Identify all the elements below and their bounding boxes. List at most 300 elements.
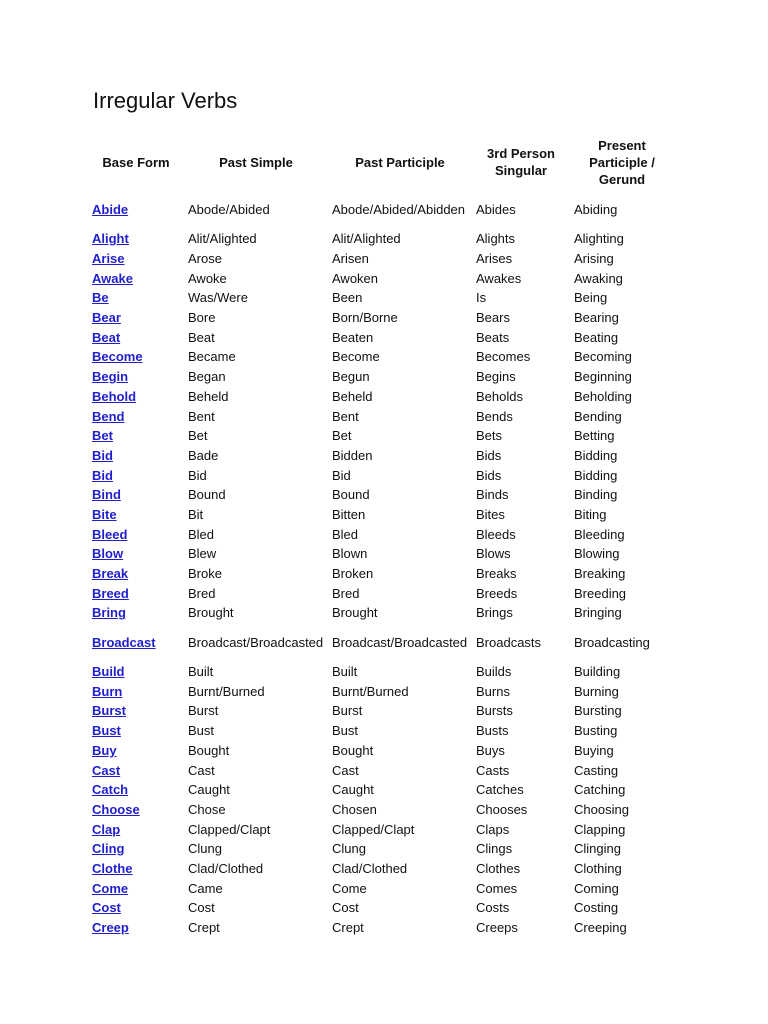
cell-text: Bought [188, 742, 230, 758]
cell-text: Busts [476, 723, 509, 739]
cell-text: Clothing [574, 860, 622, 876]
verb-link[interactable]: Bid [92, 447, 113, 463]
cell-text: Breaking [574, 566, 626, 582]
table-row [88, 426, 674, 446]
cell-text: Bled [188, 526, 215, 542]
verb-link[interactable]: Cast [92, 762, 121, 778]
cell-text: Bursts [476, 703, 513, 719]
cell-past-participle [328, 918, 472, 938]
cell-text: Comes [476, 880, 518, 896]
cell-third-person [472, 623, 570, 662]
cell-present-participle [570, 564, 674, 584]
verb-link[interactable]: Clothe [92, 860, 133, 876]
cell-text: Burst [188, 703, 219, 719]
cell-past-participle [328, 741, 472, 761]
cell-present-participle [570, 229, 674, 249]
cell-text: Begun [332, 369, 370, 385]
verb-link[interactable]: Break [92, 566, 129, 582]
cell-third-person [472, 701, 570, 721]
cell-third-person [472, 898, 570, 918]
cell-present-participle [570, 505, 674, 525]
table-row [88, 800, 674, 820]
cell-text: Arisen [332, 251, 369, 267]
table-row [88, 839, 674, 859]
cell-past-simple [184, 681, 328, 701]
cell-text: Arose [188, 251, 222, 267]
cell-text: Awaking [574, 270, 623, 286]
cell-third-person [472, 446, 570, 466]
cell-past-participle [328, 544, 472, 564]
cell-third-person [472, 249, 570, 269]
cell-text: Bites [476, 506, 505, 522]
verb-link[interactable]: Burn [92, 683, 123, 699]
cell-base-form [88, 249, 184, 269]
cell-text: Breeding [574, 585, 627, 601]
cell-past-simple [184, 662, 328, 682]
table-row [88, 190, 674, 229]
cell-past-simple [184, 859, 328, 879]
cell-past-simple [184, 190, 328, 229]
cell-text: Creeps [476, 920, 518, 936]
cell-past-participle [328, 190, 472, 229]
verb-link[interactable]: Be [92, 290, 109, 306]
verb-link[interactable]: Blow [92, 546, 124, 562]
cell-third-person [472, 780, 570, 800]
cell-present-participle [570, 426, 674, 446]
cell-text: Catching [574, 782, 626, 798]
cell-third-person [472, 819, 570, 839]
table-row [88, 249, 674, 269]
cell-past-participle [328, 347, 472, 367]
cell-base-form [88, 446, 184, 466]
verb-link[interactable]: Alight [92, 231, 129, 247]
cell-text: Awoke [188, 270, 227, 286]
cell-past-simple [184, 819, 328, 839]
cell-present-participle [570, 347, 674, 367]
cell-present-participle [570, 249, 674, 269]
table-row [88, 701, 674, 721]
cell-text: Crept [332, 920, 364, 936]
cell-text: Bore [188, 310, 216, 326]
cell-past-simple [184, 721, 328, 741]
cell-text: Bound [332, 487, 370, 503]
verb-link[interactable]: Bind [92, 487, 121, 503]
verb-link[interactable]: Breed [92, 585, 129, 601]
cell-text: Broadcast/Broadcasted [332, 634, 468, 650]
cell-text: Chosen [332, 801, 377, 817]
cell-text: Costing [574, 900, 619, 916]
verb-link[interactable]: Awake [92, 270, 133, 286]
cell-text: Biting [574, 506, 607, 522]
cell-text: Burnt/Burned [332, 683, 409, 699]
cell-third-person [472, 347, 570, 367]
cell-past-simple [184, 839, 328, 859]
cell-past-participle [328, 701, 472, 721]
cell-text: Creeping [574, 920, 627, 936]
table-row [88, 387, 674, 407]
cell-present-participle [570, 918, 674, 938]
cell-base-form [88, 859, 184, 879]
verb-link[interactable]: Bleed [92, 526, 128, 542]
cell-text: Becoming [574, 349, 632, 365]
cell-text: Blew [188, 546, 217, 562]
cell-text: Bid [188, 467, 207, 483]
cell-text: Bound [188, 487, 226, 503]
table-row [88, 485, 674, 505]
cell-text: Breaks [476, 566, 517, 582]
cell-present-participle [570, 524, 674, 544]
cell-present-participle [570, 485, 674, 505]
cell-present-participle [570, 465, 674, 485]
cell-past-participle [328, 327, 472, 347]
cell-present-participle [570, 681, 674, 701]
cell-past-participle [328, 898, 472, 918]
cell-past-participle [328, 367, 472, 387]
verb-link[interactable]: Come [92, 880, 129, 896]
cell-past-simple [184, 465, 328, 485]
cell-base-form [88, 918, 184, 938]
table-row [88, 662, 674, 682]
table-row [88, 780, 674, 800]
table-header-row [88, 134, 674, 190]
cell-text: Broke [188, 566, 222, 582]
cell-past-simple [184, 446, 328, 466]
cell-present-participle [570, 190, 674, 229]
verb-link[interactable]: Become [92, 349, 143, 365]
cell-text: Burst [332, 703, 363, 719]
verb-link[interactable]: Broadcast [92, 634, 156, 650]
cell-text: Bleeding [574, 526, 625, 542]
cell-third-person [472, 878, 570, 898]
cell-text: Bet [332, 428, 352, 444]
cell-third-person [472, 190, 570, 229]
verb-link[interactable]: Cling [92, 841, 125, 857]
cell-text: Brought [188, 605, 234, 621]
table-row [88, 583, 674, 603]
cell-text: Been [332, 290, 363, 306]
cell-text: Busting [574, 723, 618, 739]
verb-link[interactable]: Bet [92, 428, 113, 444]
cell-past-simple [184, 426, 328, 446]
table-row [88, 308, 674, 328]
cell-text: Bursting [574, 703, 622, 719]
cell-base-form [88, 701, 184, 721]
cell-present-participle [570, 721, 674, 741]
cell-present-participle [570, 780, 674, 800]
cell-text: Builds [476, 664, 512, 680]
cell-text: Buys [476, 742, 505, 758]
verb-link[interactable]: Abide [92, 202, 129, 217]
cell-text: Beat [188, 329, 215, 345]
cell-text: Blown [332, 546, 368, 562]
cell-text: Chooses [476, 801, 528, 817]
cell-text: Bit [188, 506, 204, 522]
verb-link[interactable]: Catch [92, 782, 129, 798]
cell-base-form [88, 662, 184, 682]
cell-past-simple [184, 406, 328, 426]
cell-third-person [472, 681, 570, 701]
cell-text: Bidding [574, 467, 618, 483]
cell-present-participle [570, 662, 674, 682]
cell-text: Bred [188, 585, 216, 601]
verb-link[interactable]: Creep [92, 920, 129, 936]
cell-past-simple [184, 367, 328, 387]
cell-base-form [88, 268, 184, 288]
cell-past-simple [184, 780, 328, 800]
cell-text: Bust [188, 723, 215, 739]
cell-base-form [88, 426, 184, 446]
cell-text: Clad/Clothed [188, 860, 264, 876]
cell-text: Broadcast/Broadcasted [188, 634, 324, 650]
verb-link[interactable]: Buy [92, 742, 117, 758]
cell-text: Broadcasts [476, 634, 542, 650]
cell-past-simple [184, 524, 328, 544]
cell-third-person [472, 800, 570, 820]
cell-present-participle [570, 701, 674, 721]
cell-past-participle [328, 760, 472, 780]
cell-base-form [88, 367, 184, 387]
page-title: Irregular Verbs [93, 88, 238, 113]
cell-past-participle [328, 249, 472, 269]
table-row [88, 288, 674, 308]
cell-present-participle [570, 859, 674, 879]
cell-text: Bending [574, 408, 622, 424]
cell-text: Caught [188, 782, 230, 798]
cell-present-participle [570, 760, 674, 780]
cell-present-participle [570, 387, 674, 407]
cell-third-person [472, 564, 570, 584]
cell-past-participle [328, 229, 472, 249]
cell-past-participle [328, 288, 472, 308]
cell-text: Bears [476, 310, 510, 326]
cell-third-person [472, 465, 570, 485]
cell-text: Chose [188, 801, 226, 817]
cell-third-person [472, 367, 570, 387]
cell-present-participle [570, 367, 674, 387]
cell-base-form [88, 583, 184, 603]
table-row [88, 760, 674, 780]
cell-past-participle [328, 446, 472, 466]
cell-past-participle [328, 524, 472, 544]
cell-third-person [472, 288, 570, 308]
verb-link[interactable]: Bid [92, 467, 113, 483]
cell-past-participle [328, 603, 472, 623]
cell-text: Buying [574, 742, 614, 758]
cell-text: Bearing [574, 310, 619, 326]
cell-text: Bid [332, 467, 351, 483]
cell-present-participle [570, 327, 674, 347]
cell-text: Clinging [574, 841, 621, 857]
cell-text: Being [574, 290, 608, 306]
cell-past-simple [184, 898, 328, 918]
cell-text: Broadcasting [574, 634, 650, 650]
header-third-person: 3rd Person Singular [487, 146, 555, 178]
table-row [88, 367, 674, 387]
cell-past-participle [328, 583, 472, 603]
table-row [88, 623, 674, 662]
cell-base-form [88, 898, 184, 918]
cell-past-simple [184, 485, 328, 505]
cell-third-person [472, 741, 570, 761]
cell-base-form [88, 308, 184, 328]
cell-past-simple [184, 800, 328, 820]
cell-text: Came [188, 880, 223, 896]
cell-present-participle [570, 544, 674, 564]
cell-text: Abides [476, 202, 516, 217]
cell-text: Alights [476, 231, 516, 247]
cell-text: Betting [574, 428, 615, 444]
cell-text: Abode/Abided [188, 202, 270, 217]
cell-third-person [472, 859, 570, 879]
cell-present-participle [570, 446, 674, 466]
cell-text: Became [188, 349, 236, 365]
table-row [88, 465, 674, 485]
cell-past-simple [184, 701, 328, 721]
cell-past-participle [328, 387, 472, 407]
cell-base-form [88, 544, 184, 564]
cell-past-simple [184, 249, 328, 269]
table-row [88, 741, 674, 761]
cell-past-participle [328, 465, 472, 485]
cell-text: Built [188, 664, 214, 680]
cell-text: Bent [332, 408, 359, 424]
cell-text: Bust [332, 723, 359, 739]
table-row [88, 898, 674, 918]
table-row [88, 564, 674, 584]
cell-third-person [472, 327, 570, 347]
cell-text: Beginning [574, 369, 632, 385]
table-row [88, 268, 674, 288]
cell-base-form [88, 741, 184, 761]
cell-text: Cast [188, 762, 215, 778]
cell-text: Catches [476, 782, 524, 798]
cell-text: Blowing [574, 546, 620, 562]
cell-base-form [88, 780, 184, 800]
cell-past-participle [328, 780, 472, 800]
cell-text: Building [574, 664, 621, 680]
cell-text: Burns [476, 683, 510, 699]
cell-past-participle [328, 623, 472, 662]
cell-past-simple [184, 387, 328, 407]
cell-text: Beholding [574, 388, 632, 404]
header-base-form: Base Form [102, 154, 170, 170]
cell-text: Abiding [574, 202, 618, 217]
cell-base-form [88, 623, 184, 662]
cell-base-form [88, 524, 184, 544]
cell-third-person [472, 583, 570, 603]
cell-text: Casting [574, 762, 619, 778]
cell-text: Clings [476, 841, 513, 857]
table-body [88, 190, 674, 937]
cell-present-participle [570, 878, 674, 898]
table-row [88, 446, 674, 466]
table-row [88, 505, 674, 525]
verb-link[interactable]: Bring [92, 605, 126, 621]
cell-third-person [472, 268, 570, 288]
cell-past-simple [184, 564, 328, 584]
cell-text: Arising [574, 251, 614, 267]
cell-present-participle [570, 406, 674, 426]
cell-base-form [88, 819, 184, 839]
cell-text: Beholds [476, 388, 523, 404]
cell-text: Is [476, 290, 487, 306]
cell-third-person [472, 721, 570, 741]
table-row [88, 721, 674, 741]
table-row [88, 878, 674, 898]
cell-text: Bought [332, 742, 374, 758]
cell-third-person [472, 485, 570, 505]
cell-third-person [472, 229, 570, 249]
cell-present-participle [570, 741, 674, 761]
table-row [88, 347, 674, 367]
header-past-participle: Past Participle [355, 154, 445, 170]
verb-link[interactable]: Arise [92, 251, 125, 267]
cell-text: Crept [188, 920, 220, 936]
verb-link[interactable]: Bend [92, 408, 125, 424]
verb-link[interactable]: Clap [92, 821, 121, 837]
cell-text: Built [332, 664, 358, 680]
cell-third-person [472, 426, 570, 446]
cell-text: Broken [332, 566, 374, 582]
verb-link[interactable]: Bite [92, 506, 117, 522]
verb-link[interactable]: Bust [92, 723, 121, 739]
cell-present-participle [570, 583, 674, 603]
cell-text: Caught [332, 782, 374, 798]
table-row [88, 327, 674, 347]
verb-link[interactable]: Cost [92, 900, 121, 916]
cell-base-form [88, 465, 184, 485]
cell-third-person [472, 544, 570, 564]
cell-past-participle [328, 839, 472, 859]
cell-past-participle [328, 878, 472, 898]
cell-text: Clapped/Clapt [188, 821, 271, 837]
cell-text: Bringing [574, 605, 622, 621]
cell-text: Bled [332, 526, 359, 542]
cell-text: Clothes [476, 860, 521, 876]
cell-text: Born/Borne [332, 310, 398, 326]
verb-link[interactable]: Begin [92, 369, 129, 385]
cell-base-form [88, 387, 184, 407]
cell-base-form [88, 406, 184, 426]
cell-present-participle [570, 623, 674, 662]
cell-text: Binds [476, 487, 509, 503]
verb-link[interactable]: Behold [92, 388, 137, 404]
verb-link[interactable]: Beat [92, 329, 121, 345]
verb-link[interactable]: Bear [92, 310, 121, 326]
cell-text: Bred [332, 585, 360, 601]
cell-past-simple [184, 308, 328, 328]
cell-third-person [472, 760, 570, 780]
verb-link[interactable]: Choose [92, 801, 140, 817]
cell-text: Clad/Clothed [332, 860, 408, 876]
cell-present-participle [570, 603, 674, 623]
cell-text: Clapping [574, 821, 626, 837]
cell-third-person [472, 505, 570, 525]
cell-third-person [472, 387, 570, 407]
cell-text: Burning [574, 683, 619, 699]
header-past-simple: Past Simple [219, 154, 293, 170]
cell-third-person [472, 524, 570, 544]
cell-text: Cost [332, 900, 359, 916]
cell-third-person [472, 918, 570, 938]
cell-third-person [472, 662, 570, 682]
cell-base-form [88, 760, 184, 780]
verb-link[interactable]: Build [92, 664, 125, 680]
cell-text: Bidding [574, 447, 618, 463]
cell-base-form [88, 839, 184, 859]
verb-link[interactable]: Burst [92, 703, 126, 719]
cell-text: Was/Were [188, 290, 248, 306]
